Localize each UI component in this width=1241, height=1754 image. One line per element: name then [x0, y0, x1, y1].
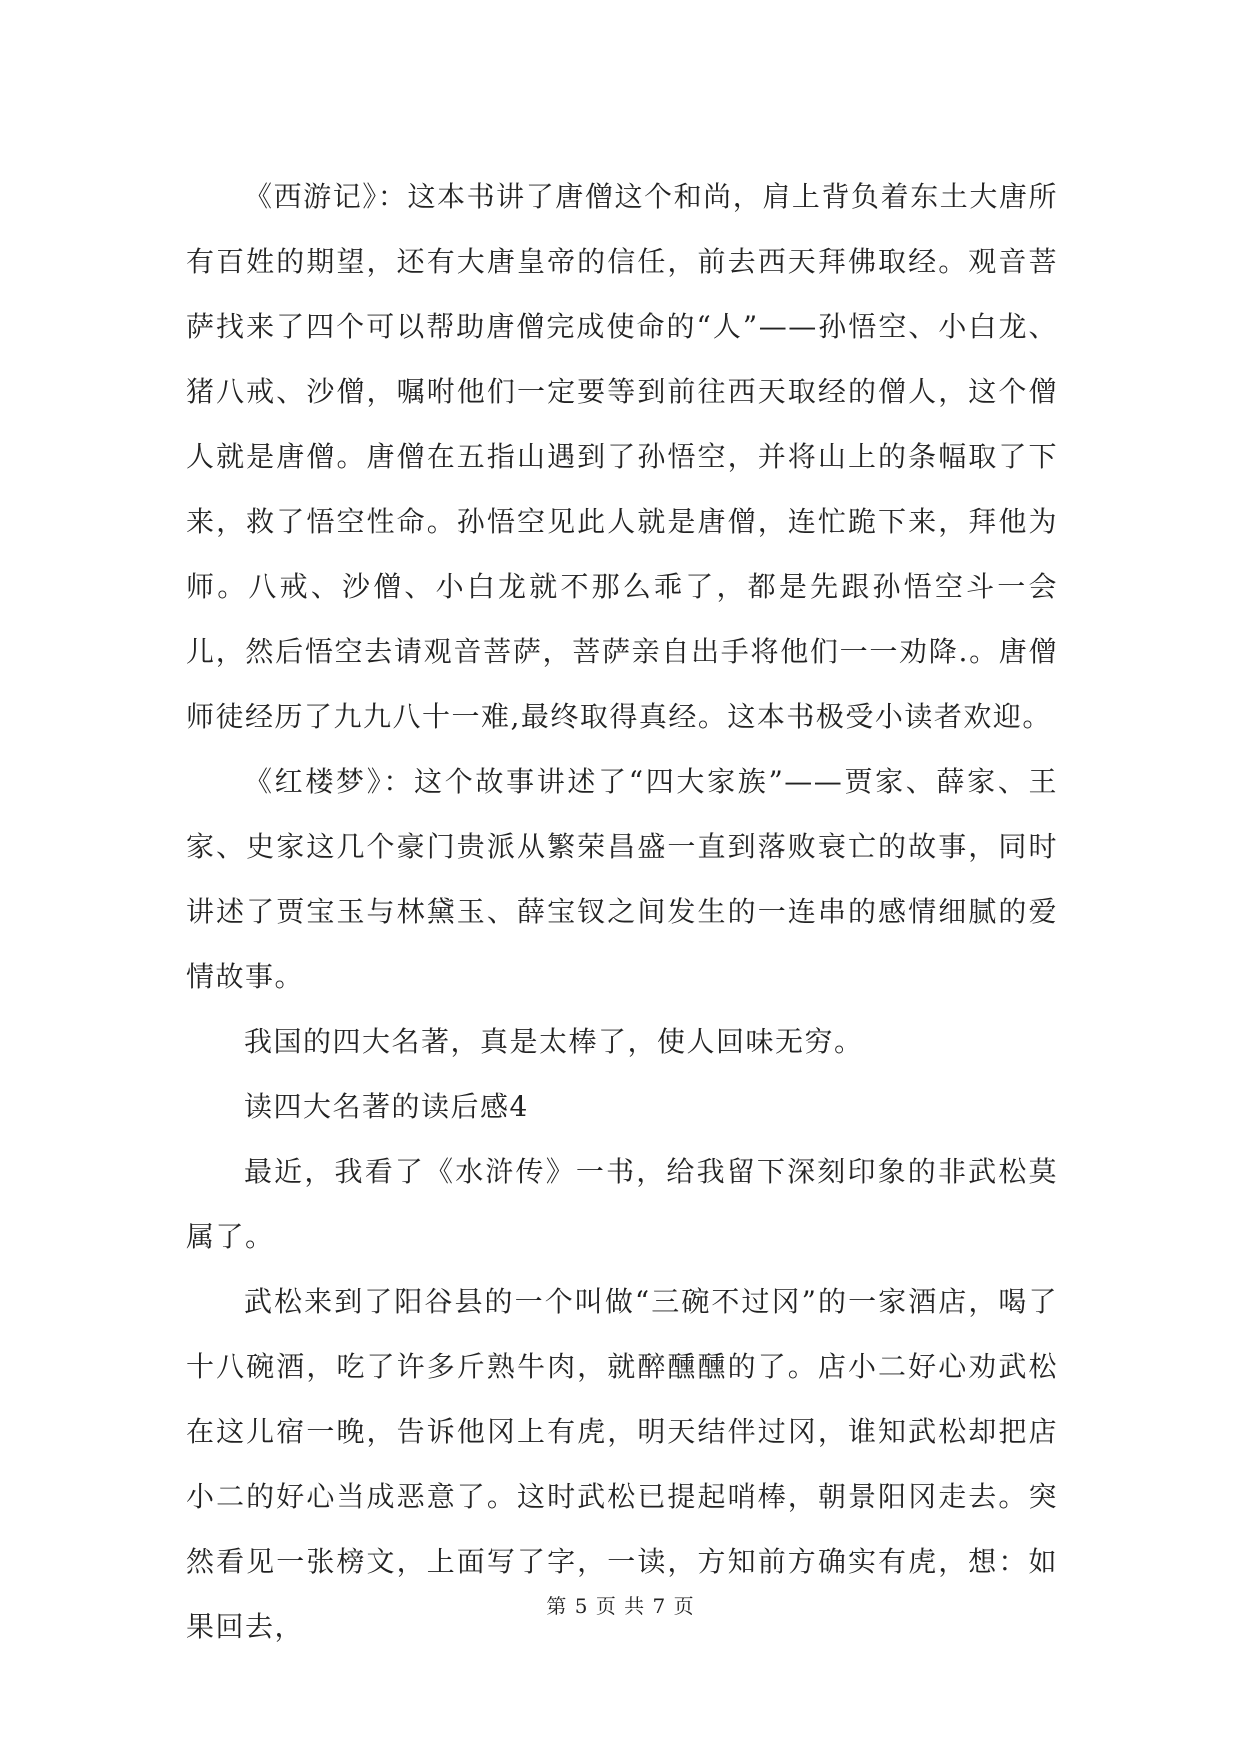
paragraph-shuihu-intro: 最近，我看了《水浒传》一书，给我留下深刻印象的非武松莫属了。: [186, 1155, 1058, 1253]
page-footer: 第 5 页 共 7 页: [546, 1594, 695, 1618]
document-body: [186, 164, 1058, 1659]
paragraph-xiyouji: 《西游记》：这本书讲了唐僧这个和尚，肩上背负着东土大唐所有百姓的期望，还有大唐皇帝的信任，前去西天拜佛取经。观音菩萨找来了四个可以帮助唐僧完成使命的“人”——孙悟空、小白龙、猪八戒、沙僧，嘱咐他们一定要等到前往西天取经的僧人，这个僧人就是唐僧。唐僧在五指山遇到了孙悟空，并将山上的条幅取了下来，救了悟空性命。孙悟空见此人就是唐僧，连忙跪下来，拜他为师。八戒、沙僧、小白龙就不那么乖了，都是先跟孙悟空斗一会儿，然后悟空去请观音菩萨，菩萨亲自出手将他们一一劝降.。唐僧师徒经历了九九八十一难,最终取得真经。这本书极受小读者欢迎。: [186, 180, 1058, 733]
paragraph-hongloumeng: 《红楼梦》：这个故事讲述了“四大家族”——贾家、薛家、王家、史家这几个豪门贵派从繁荣昌盛一直到落败衰亡的故事，同时讲述了贾宝玉与林黛玉、薛宝钗之间发生的一连串的感情细腻的爱情故事。: [186, 765, 1058, 993]
paragraph-wusong: 武松来到了阳谷县的一个叫做“三碗不过冈”的一家酒店，喝了十八碗酒，吃了许多斤熟牛肉，就醉醺醺的了。店小二好心劝武松在这儿宿一晚，告诉他冈上有虎，明天结伴过冈，谁知武松却把店小二的好心当成恶意了。这时武松已提起哨棒，朝景阳冈走去。突然看见一张榜文，上面写了字，一读，方知前方确实有虎，想：如果回去，: [186, 1285, 1058, 1643]
section-title: 读四大名著的读后感4: [244, 1090, 529, 1123]
paragraph-summary: 我国的四大名著，真是太棒了，使人回味无穷。: [244, 1025, 864, 1058]
